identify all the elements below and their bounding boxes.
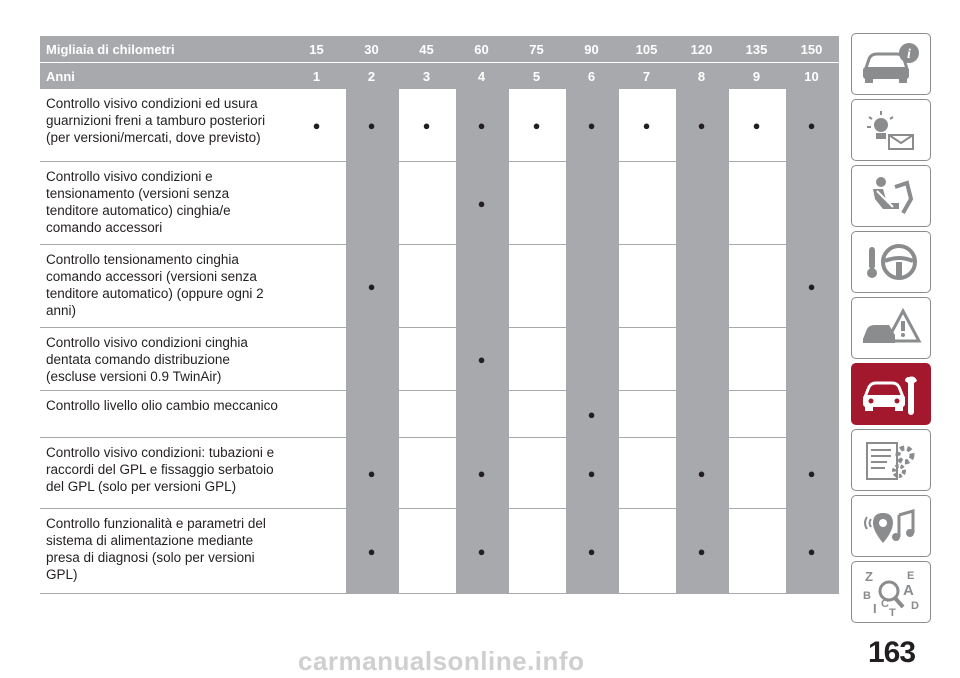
header-year-cell: 10 — [804, 68, 819, 84]
interval-cell — [619, 438, 674, 508]
index-letter: I — [873, 601, 877, 616]
interval-cell — [729, 162, 784, 244]
row-label: Controllo visivo condizioni ed usura guarnizioni freni a tamburo posteriori (per versioni/mercati, dove previsto) — [46, 96, 266, 145]
header-row-years — [40, 63, 839, 89]
interval-cell — [454, 391, 509, 437]
interval-cell: ● — [344, 438, 399, 508]
header-year-cell: 9 — [752, 68, 761, 84]
index-letter: T — [889, 607, 896, 617]
interval-cell: ● — [784, 438, 839, 508]
index-letter: B — [863, 590, 871, 602]
interval-cell — [509, 438, 564, 508]
interval-cell — [399, 162, 454, 244]
interval-cell — [674, 245, 729, 327]
interval-cell — [674, 391, 729, 437]
interval-cell: ● — [454, 162, 509, 244]
interval-cell — [289, 438, 344, 508]
table-row — [40, 509, 839, 594]
tab-start-driving[interactable] — [851, 231, 931, 293]
header-year-cell: 3 — [422, 68, 431, 84]
interval-cell: ● — [564, 509, 619, 593]
interval-cell — [509, 245, 564, 327]
row-label: Controllo visivo condizioni cinghia dentata comando distribuzione (escluse versioni 0.9 TwinAir) — [46, 335, 248, 384]
header-year-cell: 1 — [312, 68, 321, 84]
table-row — [40, 162, 839, 245]
interval-cell — [509, 509, 564, 593]
page-number: 163 — [868, 636, 916, 669]
interval-cell — [509, 391, 564, 437]
watermark: carmanualsonline.info — [298, 646, 585, 676]
header-year-cell: 7 — [642, 68, 651, 84]
car-maintenance-icon — [859, 371, 923, 417]
interval-cell: ● — [784, 509, 839, 593]
row-cells — [289, 89, 839, 161]
row-label: Controllo visivo condizioni: tubazioni e raccordi del GPL e fissaggio serbatoio del GPL (solo per versioni GPL) — [46, 445, 275, 494]
interval-cell: ● — [674, 89, 729, 161]
row-cells — [289, 245, 839, 327]
header-years-label: Anni — [46, 68, 75, 84]
interval-cell — [289, 509, 344, 593]
interval-cell — [344, 391, 399, 437]
interval-cell: ● — [344, 245, 399, 327]
header-km-cell: 90 — [584, 41, 599, 57]
interval-cell — [399, 391, 454, 437]
interval-cell — [619, 328, 674, 390]
interval-cell: ● — [642, 117, 651, 133]
interval-cell: ● — [454, 328, 509, 390]
interval-cell: ● — [674, 438, 729, 508]
technical-data-icon — [859, 437, 923, 483]
interval-cell — [674, 328, 729, 390]
table-row — [40, 245, 839, 328]
interval-cell — [619, 245, 674, 327]
interval-cell — [619, 162, 674, 244]
safety-seat-icon — [859, 173, 923, 219]
table-row — [40, 89, 839, 162]
interval-cell: ● — [344, 509, 399, 593]
interval-cell — [729, 245, 784, 327]
index-letter: E — [907, 570, 915, 582]
row-label: Controllo visivo condizioni e tensionamento (versioni senza tenditore automatico) cinghia/e comando accessori — [46, 169, 231, 235]
interval-cell — [564, 162, 619, 244]
header-km-cell: 15 — [309, 41, 324, 57]
header-year-cell: 5 — [532, 68, 541, 84]
interval-cell — [784, 162, 839, 244]
header-km-cell: 105 — [635, 41, 658, 57]
interval-cell — [509, 328, 564, 390]
row-cells — [289, 328, 839, 390]
header-year-cell: 2 — [367, 68, 376, 84]
header-km-cell: 120 — [690, 41, 713, 57]
table-row — [40, 438, 839, 509]
tab-emergency[interactable] — [851, 297, 931, 359]
interval-cell — [344, 328, 399, 390]
interval-cell: ● — [422, 117, 431, 133]
interval-cell: ● — [784, 245, 839, 327]
interval-cell: ● — [564, 391, 619, 437]
interval-cell: ● — [532, 117, 541, 133]
interval-cell — [289, 328, 344, 390]
header-year-cell: 6 — [587, 68, 596, 84]
row-label: Controllo livello olio cambio meccanico — [46, 398, 278, 413]
header-year-cell: 4 — [477, 68, 486, 84]
index-letter: A — [903, 582, 914, 599]
tab-technical-data[interactable] — [851, 429, 931, 491]
interval-cell — [344, 162, 399, 244]
interval-cell — [454, 245, 509, 327]
chapter-tabs — [851, 33, 931, 627]
interval-cell — [289, 245, 344, 327]
interval-cell — [674, 162, 729, 244]
table-row — [40, 391, 839, 438]
tab-warning-lights[interactable] — [851, 99, 931, 161]
table-body — [40, 89, 839, 594]
interval-cell — [729, 391, 784, 437]
header-year-cell: 8 — [697, 68, 706, 84]
interval-cell — [399, 245, 454, 327]
interval-cell: ● — [454, 438, 509, 508]
interval-cell — [399, 328, 454, 390]
header-km-cell: 45 — [419, 41, 434, 57]
interval-cell: ● — [674, 509, 729, 593]
row-cells — [289, 162, 839, 244]
tab-maintenance[interactable] — [851, 363, 931, 425]
interval-cell: ● — [752, 117, 761, 133]
header-km-label: Migliaia di chilometri — [46, 41, 175, 57]
header-km-cell: 75 — [529, 41, 544, 57]
emergency-icon — [859, 305, 923, 351]
table-row — [40, 328, 839, 391]
interval-cell — [564, 245, 619, 327]
tab-safety[interactable] — [851, 165, 931, 227]
header-km-cell: 30 — [364, 41, 379, 57]
header-km-cell: 135 — [745, 41, 768, 57]
steering-wheel-icon — [859, 239, 923, 285]
interval-cell: ● — [784, 89, 839, 161]
interval-cell — [619, 509, 674, 593]
car-info-icon — [859, 41, 923, 87]
interval-cell: ● — [312, 117, 321, 133]
row-label: Controllo tensionamento cinghia comando accessori (versioni senza tenditore automatico) (oppure ogni 2 anni) — [46, 252, 264, 318]
row-cells — [289, 391, 839, 437]
maintenance-table — [40, 36, 839, 594]
interval-cell — [619, 391, 674, 437]
interval-cell: ● — [564, 438, 619, 508]
header-km-cell: 150 — [800, 41, 823, 57]
tab-index[interactable] — [851, 561, 931, 623]
row-label: Controllo funzionalità e parametri del sistema di alimentazione mediante presa di diagnosi (solo per versioni GPL) — [46, 516, 266, 582]
header-row-km — [40, 36, 839, 63]
tab-multimedia[interactable] — [851, 495, 931, 557]
interval-cell — [564, 328, 619, 390]
interval-cell: ● — [454, 509, 509, 593]
index-letter: Z — [865, 569, 873, 584]
interval-cell — [509, 162, 564, 244]
index-letter: D — [911, 600, 919, 612]
header-km-cell: 60 — [474, 41, 489, 57]
index-letter: C — [881, 598, 889, 610]
warning-lights-icon — [859, 107, 923, 153]
interval-cell — [289, 162, 344, 244]
interval-cell — [729, 438, 784, 508]
index-icon — [859, 567, 923, 617]
tab-car-info[interactable] — [851, 33, 931, 95]
interval-cell: ● — [344, 89, 399, 161]
interval-cell — [729, 328, 784, 390]
interval-cell — [784, 328, 839, 390]
interval-cell: ● — [564, 89, 619, 161]
svg-text:i: i — [907, 47, 911, 62]
interval-cell: ● — [454, 89, 509, 161]
interval-cell — [399, 509, 454, 593]
interval-cell — [399, 438, 454, 508]
interval-cell — [729, 509, 784, 593]
interval-cell — [784, 391, 839, 437]
row-cells — [289, 509, 839, 593]
interval-cell — [289, 391, 344, 437]
row-cells — [289, 438, 839, 508]
multimedia-icon — [859, 503, 923, 549]
